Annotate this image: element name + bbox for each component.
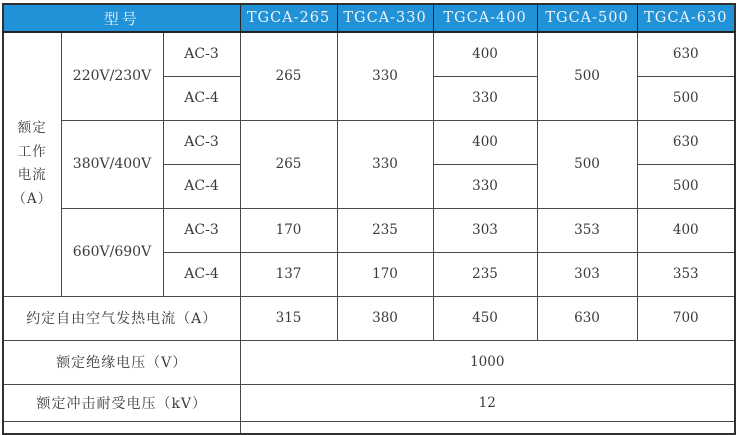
ac-category-cell: AC-4	[163, 252, 240, 296]
value-cell: 170	[337, 252, 433, 296]
ac-category-cell: AC-3	[163, 32, 240, 76]
ac-category-cell: AC-4	[163, 76, 240, 120]
insulation-voltage-label: 额定绝缘电压（V）	[3, 340, 240, 384]
value-cell: 400	[433, 120, 537, 164]
table-row	[3, 120, 735, 164]
rated-current-label-line: 电流	[17, 167, 47, 184]
value-cell: 700	[637, 296, 735, 340]
value-cell: 500	[537, 32, 637, 120]
value-cell: 330	[337, 120, 433, 208]
impulse-voltage-label: 额定冲击耐受电压（kV）	[3, 384, 240, 421]
rated-current-label-line: 额定	[17, 120, 47, 136]
voltage-cell: 380V/400V	[61, 120, 163, 208]
rated-current-label	[3, 32, 61, 296]
value-cell: 630	[637, 120, 735, 164]
model-header-tgca400: TGCA-400	[433, 4, 537, 32]
table-row	[3, 384, 735, 421]
model-header-tgca500: TGCA-500	[537, 4, 637, 32]
value-cell: 303	[433, 208, 537, 252]
voltage-cell: 220V/230V	[61, 32, 163, 120]
model-header-tgca330: TGCA-330	[337, 4, 433, 32]
model-header-tgca630: TGCA-630	[637, 4, 735, 32]
value-cell: 12	[240, 384, 735, 421]
value-cell: 450	[433, 296, 537, 340]
model-header-tgca265: TGCA-265	[240, 4, 337, 32]
rated-current-label-line: 工作	[17, 143, 47, 160]
ac-category-cell: AC-3	[163, 208, 240, 252]
value-cell: 353	[637, 252, 735, 296]
empty-cell	[240, 421, 735, 434]
table-row	[3, 340, 735, 384]
ac-category-cell: AC-4	[163, 164, 240, 208]
table-row	[3, 32, 735, 76]
table-row	[3, 208, 735, 252]
table-row-clipped	[3, 421, 735, 434]
value-cell: 265	[240, 120, 337, 208]
thermal-current-label: 约定自由空气发热电流（A）	[3, 296, 240, 340]
value-cell: 500	[637, 164, 735, 208]
value-cell: 330	[433, 76, 537, 120]
value-cell: 330	[337, 32, 433, 120]
value-cell: 630	[637, 32, 735, 76]
spec-table	[2, 3, 736, 435]
value-cell: 265	[240, 32, 337, 120]
empty-cell	[3, 421, 240, 434]
value-cell: 400	[433, 32, 537, 76]
value-cell: 170	[240, 208, 337, 252]
value-cell: 500	[537, 120, 637, 208]
value-cell: 500	[637, 76, 735, 120]
value-cell: 380	[337, 296, 433, 340]
value-cell: 353	[537, 208, 637, 252]
value-cell: 235	[433, 252, 537, 296]
value-cell: 1000	[240, 340, 735, 384]
ac-category-cell: AC-3	[163, 120, 240, 164]
value-cell: 330	[433, 164, 537, 208]
value-cell: 137	[240, 252, 337, 296]
value-cell: 315	[240, 296, 337, 340]
value-cell: 630	[537, 296, 637, 340]
value-cell: 303	[537, 252, 637, 296]
table-row	[3, 296, 735, 340]
value-cell: 235	[337, 208, 433, 252]
header-row	[3, 4, 735, 32]
model-label-header: 型号	[3, 4, 240, 32]
rated-current-label-line: （A）	[12, 190, 53, 207]
value-cell: 400	[637, 208, 735, 252]
voltage-cell: 660V/690V	[61, 208, 163, 296]
